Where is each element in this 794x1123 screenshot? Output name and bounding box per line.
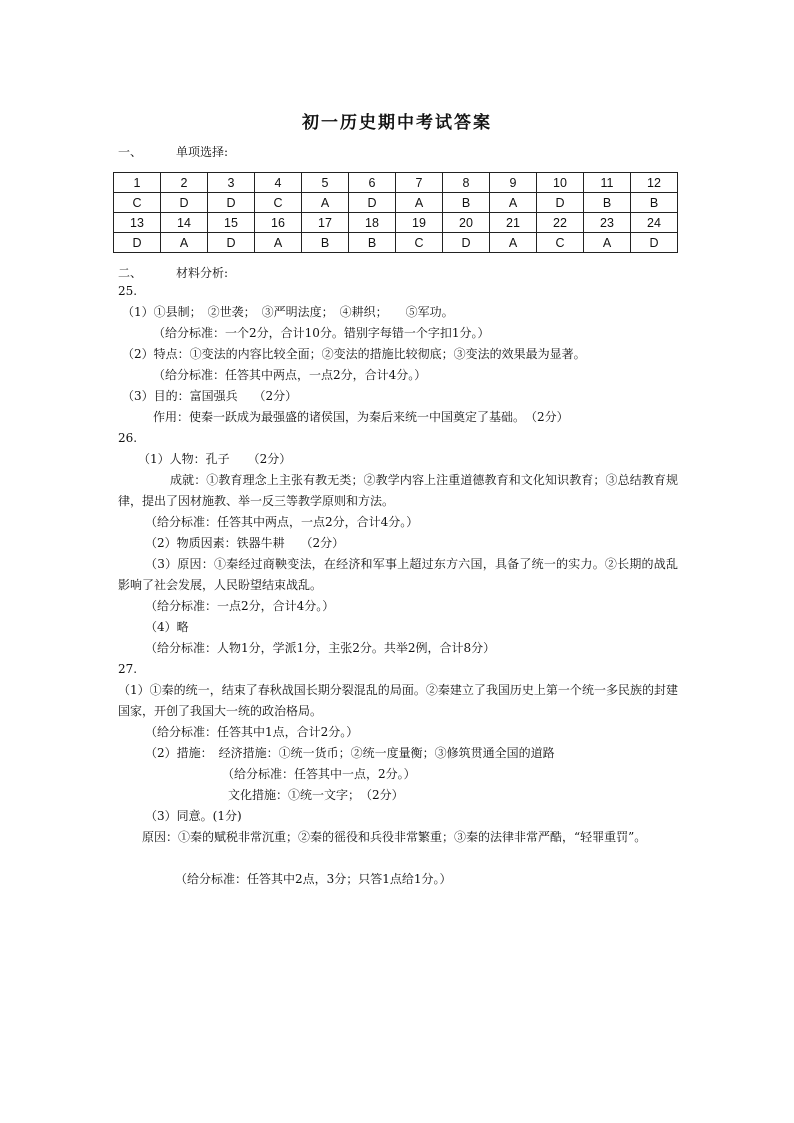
question-number-cell: 11: [584, 173, 631, 193]
question-number-cell: 12: [631, 173, 678, 193]
q25-answer-3: （3）目的：富国强兵 （2分）: [122, 389, 298, 403]
q27-number: 27.: [118, 662, 138, 676]
question-number-cell: 14: [161, 213, 208, 233]
answer-letter-cell: B: [443, 193, 490, 213]
question-number-cell: 13: [114, 213, 161, 233]
q27-answer-3: （3）同意。(1分): [145, 809, 242, 823]
section-2-label: 材料分析:: [176, 266, 229, 280]
answer-letter-cell: D: [208, 193, 255, 213]
question-number-cell: 1: [114, 173, 161, 193]
answer-letter-cell: A: [302, 193, 349, 213]
page-title: 初一历史期中考试答案: [302, 113, 492, 133]
q25-answer-1: （1）①县制； ②世袭； ③严明法度； ④耕织； ⑤军功。: [122, 305, 454, 319]
question-number-cell: 19: [396, 213, 443, 233]
answer-letter-cell: A: [490, 233, 537, 253]
q26-answer-3: （3）原因：①秦经过商鞅变法，在经济和军事上超过东方六国，具备了统一的实力。②长期的战乱影响了社会发展，人民盼望结束战乱。: [118, 557, 678, 592]
question-number-cell: 20: [443, 213, 490, 233]
question-number-cell: 16: [255, 213, 302, 233]
section-1-heading: [118, 143, 228, 160]
q25-number: 25.: [118, 284, 138, 298]
answer-letter-cell: D: [537, 193, 584, 213]
question-number-cell: 23: [584, 213, 631, 233]
question-number-cell: 6: [349, 173, 396, 193]
answer-letter-cell: A: [255, 233, 302, 253]
q26-answer-1-achievements: 成就：①教育理念上主张有教无类；②教学内容上注重道德教育和文化知识教育；③总结教育规律，提出了因材施教、举一反三等教学原则和方法。: [118, 473, 678, 508]
answer-letter-cell: A: [584, 233, 631, 253]
q27-answer-3-reasons: 原因：①秦的赋税非常沉重；②秦的徭役和兵役非常繁重；③秦的法律非常严酷，“轻罪重罚”。: [142, 830, 647, 844]
question-number-cell: 24: [631, 213, 678, 233]
question-number-row: [114, 173, 678, 193]
q25-answer-3-effect: 作用：使秦一跃成为最强盛的诸侯国，为秦后来统一中国奠定了基础。 （2分）: [153, 410, 569, 424]
answer-letter-cell: A: [490, 193, 537, 213]
answer-letter-cell: D: [631, 233, 678, 253]
q25-answer-2-scoring: （给分标准：任答其中两点，一点2分，合计4分。）: [153, 368, 427, 382]
answer-letter-cell: C: [396, 233, 443, 253]
question-number-cell: 4: [255, 173, 302, 193]
answer-letter-cell: B: [349, 233, 396, 253]
q26-number: 26.: [118, 431, 138, 445]
question-number-cell: 7: [396, 173, 443, 193]
q27-answer-1-scoring: （给分标准：任答其中1点，合计2分。）: [145, 725, 359, 739]
question-number-cell: 5: [302, 173, 349, 193]
q25-answer-2: （2）特点：①变法的内容比较全面；②变法的措施比较彻底；③变法的效果最为显著。: [122, 347, 586, 361]
q26-answer-3-scoring: （给分标准：一点2分，合计4分。）: [145, 599, 335, 613]
section-2-number: 二、: [118, 266, 143, 280]
answer-letter-cell: D: [349, 193, 396, 213]
answer-letter-cell: B: [302, 233, 349, 253]
question-number-cell: 2: [161, 173, 208, 193]
answer-letter-cell: D: [208, 233, 255, 253]
answer-letter-cell: A: [396, 193, 443, 213]
answer-letter-cell: A: [161, 233, 208, 253]
question-number-cell: 17: [302, 213, 349, 233]
answer-letter-cell: D: [114, 233, 161, 253]
section-1-number: 一、: [118, 145, 143, 159]
answer-letter-cell: D: [443, 233, 490, 253]
q27-answer-2-culture: 文化措施：①统一文字； （2分）: [228, 788, 404, 802]
q26-answer-2: （2）物质因素：铁器牛耕 （2分）: [145, 536, 345, 550]
question-number-cell: 3: [208, 173, 255, 193]
answer-letter-row: [114, 193, 678, 213]
q27-answer-2-scoring: （给分标准：任答其中一点，2分。）: [222, 767, 416, 781]
answer-letter-cell: C: [114, 193, 161, 213]
question-number-cell: 10: [537, 173, 584, 193]
answer-letter-cell: C: [537, 233, 584, 253]
q25-answer-1-scoring: （给分标准：一个2分，合计10分。错别字每错一个字扣1分。）: [153, 326, 490, 340]
answer-letter-cell: D: [161, 193, 208, 213]
question-number-cell: 15: [208, 213, 255, 233]
q26-answer-4: （4）略: [145, 620, 189, 634]
question-number-cell: 21: [490, 213, 537, 233]
question-number-row: [114, 213, 678, 233]
q26-answer-1: （1）人物：孔子 （2分）: [138, 452, 292, 466]
question-number-cell: 9: [490, 173, 537, 193]
question-number-cell: 8: [443, 173, 490, 193]
answer-letter-cell: B: [631, 193, 678, 213]
section-1-label: 单项选择:: [176, 145, 229, 159]
q27-answer-1: （1）①秦的统一，结束了春秋战国长期分裂混乱的局面。②秦建立了我国历史上第一个统一多民族的封建国家，开创了我国大一统的政治格局。: [118, 683, 678, 718]
answer-letter-cell: C: [255, 193, 302, 213]
answer-letter-row: [114, 233, 678, 253]
section-2-heading: [118, 264, 228, 281]
q26-answer-4-scoring: （给分标准：人物1分，学派1分，主张2分。共举2例，合计8分）: [145, 641, 496, 655]
q26-answer-1-scoring: （给分标准：任答其中两点，一点2分，合计4分。）: [145, 515, 419, 529]
question-number-cell: 22: [537, 213, 584, 233]
answer-letter-cell: B: [584, 193, 631, 213]
question-number-cell: 18: [349, 213, 396, 233]
q27-answer-3-scoring: （给分标准：任答其中2点，3分；只答1点给1分。）: [175, 872, 452, 886]
q27-answer-2: （2）措施： 经济措施：①统一货币；②统一度量衡；③修筑贯通全国的道路: [145, 746, 555, 760]
answer-table: [113, 172, 678, 253]
